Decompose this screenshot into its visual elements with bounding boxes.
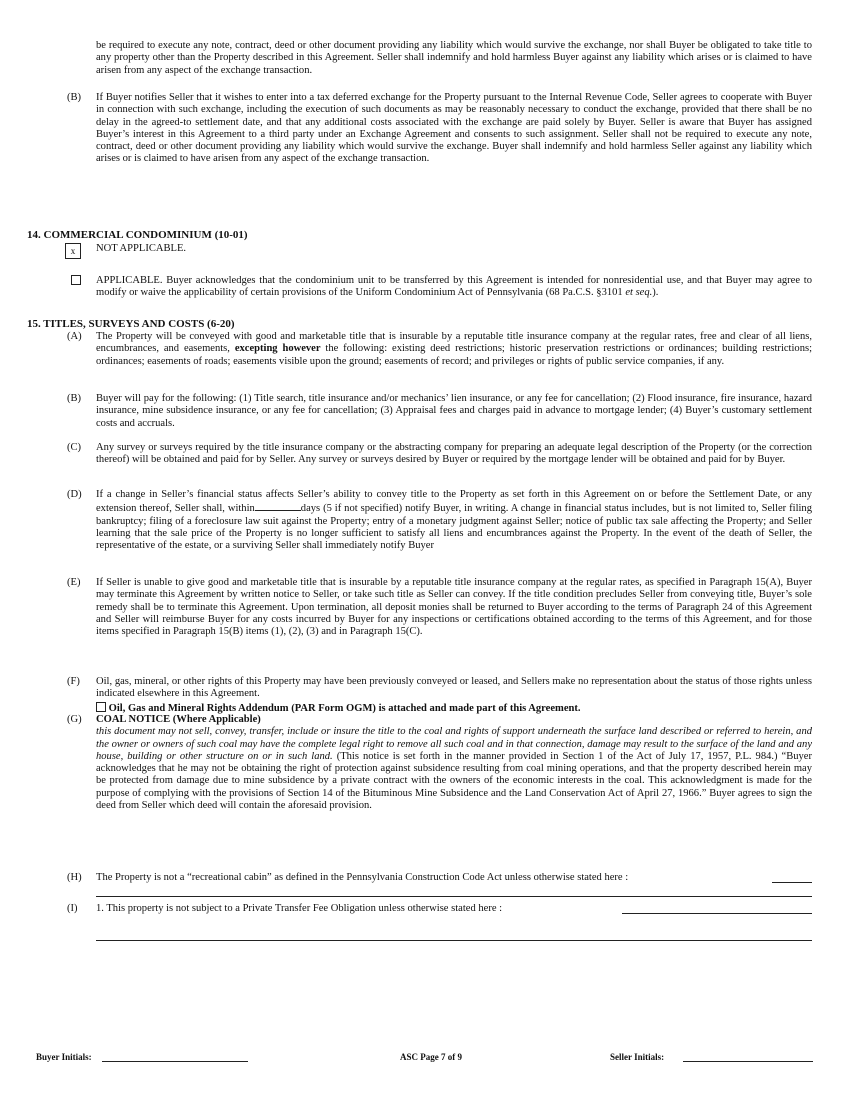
seller-initials-field[interactable] xyxy=(683,1061,813,1062)
item-label: (G) xyxy=(67,714,82,725)
paragraph-15e-text: If Seller is unable to give good and marketable title that is insurable by a reputable title insurance company at the regular rates, as specified in Paragraph 15(A), Buyer may terminate this Agreement by written notice to Seller, or take such title as Seller can convey. If the title condition precludes Seller from conveying title, Buyer’s sole remedy shall be to terminate this Agreement. Upon termination, all deposit monies shall be returned to Buyer according to the terms of Paragraph 24 of this Agreement and Seller will reimburse Buyer for any costs incurred by Buyer for any inspections or certifications obtained according to the terms of this Agreement, and for those items specified in Paragraph 15(B) items (1), (2), (3) and in Paragraph 15(C). xyxy=(96,577,812,637)
item-label: (E) xyxy=(67,577,81,588)
paragraph-15c-text: Any survey or surveys required by the title insurance company or the abstracting company for preparing an adequate legal description of the Property (or the correction thereof) will be obtained and paid for by Seller. Any survey or surveys desired by Buyer or required by the mortgage lender will be obtained and paid for by Buyer. xyxy=(96,442,812,466)
coal-notice-title: COAL NOTICE (Where Applicable) xyxy=(96,714,261,725)
paragraph-13b xyxy=(67,92,812,166)
applicable-option xyxy=(67,275,812,300)
ogm-addendum-checkbox[interactable] xyxy=(96,702,106,712)
paragraph-15d-text: If a change in Seller’s financial status affects Seller’s ability to convey title to the Property as set forth in this Agreement on or before the Settlement Date, or any extension thereof, Seller shall, within days (5 if not specified) notify Buyer, in writing. A change in financial status includes, but is not limited to, Seller filing bankruptcy; filing of a foreclosure law suit against the Property; entry of a monetary judgment against Seller; notice of public tax sale affecting the Property; and Seller learning that the sale price of the Property is no longer sufficient to satisfy all liens and encumbrances against the Property. In the event of the death of Seller, the representative of the estate, or a surviving Seller shall immediately notify Buyer xyxy=(96,489,812,551)
paragraph-13b-text: If Buyer notifies Seller that it wishes to enter into a tax deferred exchange for the Property pursuant to the Internal Revenue Code, Seller agrees to cooperate with Buyer in connection with such exchange, including the execution of such documents as may be reasonably necessary to conduct the exchange, provided that there shall be no delay in the agreed-to settlement date, and that any additional costs associated with the exchange are paid solely by Buyer. Seller is aware that Buyer has assigned Buyer’s interest in this Agreement to a third party under an Exchange Agreement and consents to such assignment. Seller shall not be required to execute any note, contract, deed or other document providing any liability which would survive the exchange. Buyer shall indemnify and hold harmless Seller against any liability which arises or is claimed to have arisen from any aspect of the exchange transaction. xyxy=(96,92,812,165)
not-applicable-checkbox[interactable]: x xyxy=(65,243,81,259)
buyer-initials-label: Buyer Initials: xyxy=(36,1052,92,1062)
paragraph-15a-text: The Property will be conveyed with good and marketable title that is insurable by a reputable title insurance company at the regular rates, free and clear of all liens, encumbrances, and easements, excepting however the following: existing deed restrictions; historic preservation restrictions or ordinances; building restrictions; ordinances; easements of roads; easements visible upon the ground; easements of record; and privileges or rights of public service companies, if any. xyxy=(96,331,812,367)
paragraph-15f-text: Oil, gas, mineral, or other rights of this Property may have been previously conveyed or leased, and Sellers make no representation about the status of those rights unless indicated elsewhere in this Agreement. xyxy=(96,676,812,700)
seller-initials-label: Seller Initials: xyxy=(610,1052,665,1062)
paragraph-15c xyxy=(67,442,812,467)
applicable-checkbox[interactable] xyxy=(71,275,81,285)
ogm-addendum: Oil, Gas and Mineral Rights Addendum (PAR Form OGM) is attached and made part of this Agreement. xyxy=(96,702,812,715)
paragraph-15b xyxy=(67,393,812,430)
paragraph-15f xyxy=(67,676,812,715)
paragraph-15e xyxy=(67,577,812,638)
buyer-initials-field[interactable] xyxy=(102,1061,248,1062)
transfer-fee-field[interactable] xyxy=(622,913,812,914)
continued-paragraph: be required to execute any note, contract, deed or other document providing any liability which would survive the exchange, nor shall Buyer be obligated to take title to any property other than the Property described in this Agreement. Seller shall indemnify and hold harmless Buyer against any liability which arises or is claimed to have arisen from any aspect of the exchange transaction. xyxy=(96,40,812,76)
paragraph-15i-text: 1. This property is not subject to a Private Transfer Fee Obligation unless otherwise stated here : xyxy=(96,903,503,914)
item-label: (H) xyxy=(67,872,82,883)
transfer-fee-field-line-2[interactable] xyxy=(96,940,812,941)
item-label: (A) xyxy=(67,331,82,342)
coal-notice-text: this document may not sell, convey, transfer, include or insure the title to the coal and rights of support underneath the surface land described or referred to herein, and the owner or owners of such coal may have the complete legal right to remove all such coal and in that connection, damage may result to the surface of the land and any house, building or other structure on or in such land. (This notice is set forth in the manner provided in Section 1 of the Act of July 17, 1957, P.L. 984.) “Buyer acknowledges that he may not be obtaining the right of protection against subsidence resulting from coal mining operations, and that the property described herein may be protected from damage due to mine subsidence by a private contract with the owners of the economic interests in the coal. This acknowledgment is made for the purpose of complying with the provisions of Section 14 of the Bituminous Mine Subsidence and the Land Conservation Act of April 27, 1966.” Buyer agrees to sign the deed from Seller which deed will contain the aforesaid provision. xyxy=(96,726,812,811)
item-label: (C) xyxy=(67,442,82,453)
item-label: (I) xyxy=(67,903,78,914)
paragraph-15h xyxy=(67,872,812,884)
paragraph-15b-text: Buyer will pay for the following: (1) Title search, title insurance and/or mechanics’ lien insurance, or any fee for cancellation; (2) Flood insurance, fire insurance, hazard insurance, mine subsidence insurance, or any fee for cancellation; (3) Appraisal fees and charges paid in advance to mortgage lender; (4) Buyer’s customary settlement costs and accruals. xyxy=(96,393,812,429)
item-label: (B) xyxy=(67,92,82,103)
item-label: (F) xyxy=(67,676,80,687)
not-applicable-label: NOT APPLICABLE. xyxy=(96,243,187,254)
recreational-cabin-field-line-2[interactable] xyxy=(96,896,812,897)
recreational-cabin-field[interactable] xyxy=(772,882,812,883)
days-blank-field[interactable] xyxy=(255,501,301,511)
item-label: (B) xyxy=(67,393,82,404)
page-number: ASC Page 7 of 9 xyxy=(400,1052,462,1062)
paragraph-15g xyxy=(67,714,812,812)
paragraph-15d xyxy=(67,489,812,552)
item-label: (D) xyxy=(67,489,82,500)
paragraph-15a xyxy=(67,331,812,368)
section-15-title: 15. TITLES, SURVEYS AND COSTS (6-20) xyxy=(27,318,235,330)
applicable-text: APPLICABLE. Buyer acknowledges that the condominium unit to be transferred by this Agreement is intended for nonresidential use, and that Buyer may agree to modify or waive the applicability of certain provisions of the Uniform Condominium Act of Pennsylvania (68 Pa.C.S. §3101 et seq.). xyxy=(96,275,812,299)
section-14-title: 14. COMMERCIAL CONDOMINIUM (10-01) xyxy=(27,229,248,241)
paragraph-15h-text: The Property is not a “recreational cabin” as defined in the Pennsylvania Construction Code Act unless otherwise stated here : xyxy=(96,872,629,883)
